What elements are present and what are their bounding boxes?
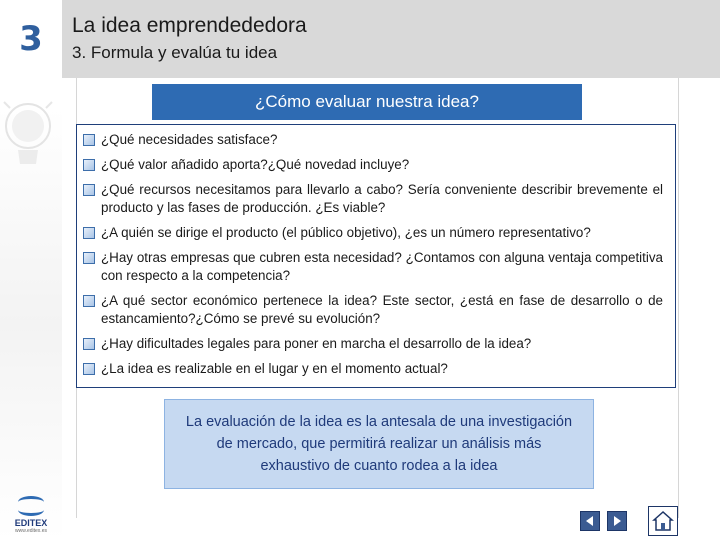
list-item (83, 224, 663, 242)
page-subtitle: 3. Formula y evalúa tu idea (72, 43, 278, 62)
question-text: ¿La idea es realizable en el lugar y en el momento actual? (101, 361, 448, 376)
question-text: ¿Qué necesidades satisface? (101, 132, 278, 147)
checkbox-bullet-icon (83, 159, 95, 171)
questions-box (76, 124, 676, 388)
checkbox-bullet-icon (83, 184, 95, 196)
lightbulb-icon (0, 92, 62, 192)
question-text: ¿Hay dificultades legales para poner en marcha el desarrollo de la idea? (101, 336, 532, 351)
home-icon (652, 510, 674, 532)
checkbox-bullet-icon (83, 227, 95, 239)
page-title: La idea emprendededora (72, 14, 307, 37)
checkbox-bullet-icon (83, 363, 95, 375)
editex-logo (6, 496, 56, 536)
list-item (83, 156, 663, 174)
section-banner-text: ¿Cómo evaluar nuestra idea? (255, 92, 479, 111)
summary-note-text: La evaluación de la idea es la antesala de una investigación de mercado, que permitirá realizar un análisis más exhaustivo de cuanto rodea a la idea (185, 414, 573, 474)
editex-logo-mark (18, 496, 44, 516)
questions-list (77, 125, 675, 378)
question-text: ¿Hay otras empresas que cubren esta necesidad? ¿Contamos con alguna ventaja competitiva con respecto a la competencia? (101, 250, 663, 283)
home-button[interactable] (648, 506, 678, 536)
checkbox-bullet-icon (83, 295, 95, 307)
question-text: ¿A qué sector económico pertenece la idea? Este sector, ¿está en fase de desarrollo o de estancamiento?¿Cómo se prevé su evolución? (101, 293, 663, 326)
list-item (83, 292, 663, 328)
section-banner (152, 84, 582, 120)
checkbox-bullet-icon (83, 134, 95, 146)
left-decorative-band (0, 0, 62, 540)
checkbox-bullet-icon (83, 338, 95, 350)
slide-header (0, 0, 720, 78)
prev-button[interactable] (580, 511, 600, 531)
next-button[interactable] (607, 511, 627, 531)
question-text: ¿Qué valor añadido aporta?¿Qué novedad incluye? (101, 157, 410, 172)
summary-note (164, 399, 594, 489)
chapter-number: 3 (19, 19, 43, 59)
question-text: ¿A quién se dirige el producto (el público objetivo), ¿es un número representativo? (101, 225, 591, 240)
prev-arrow-icon (584, 515, 596, 527)
question-text: ¿Qué recursos necesitamos para llevarlo a cabo? Sería conveniente describir brevemente el producto y las fases de producción. ¿Es viable? (101, 182, 663, 215)
list-item (83, 360, 663, 378)
list-item (83, 249, 663, 285)
chapter-box (0, 0, 62, 78)
list-item (83, 181, 663, 217)
list-item (83, 335, 663, 353)
checkbox-bullet-icon (83, 252, 95, 264)
next-arrow-icon (611, 515, 623, 527)
list-item (83, 131, 663, 149)
logo-url: www.editex.es (15, 528, 47, 534)
title-bar (62, 0, 720, 78)
logo-name: EDITEX (14, 518, 48, 528)
